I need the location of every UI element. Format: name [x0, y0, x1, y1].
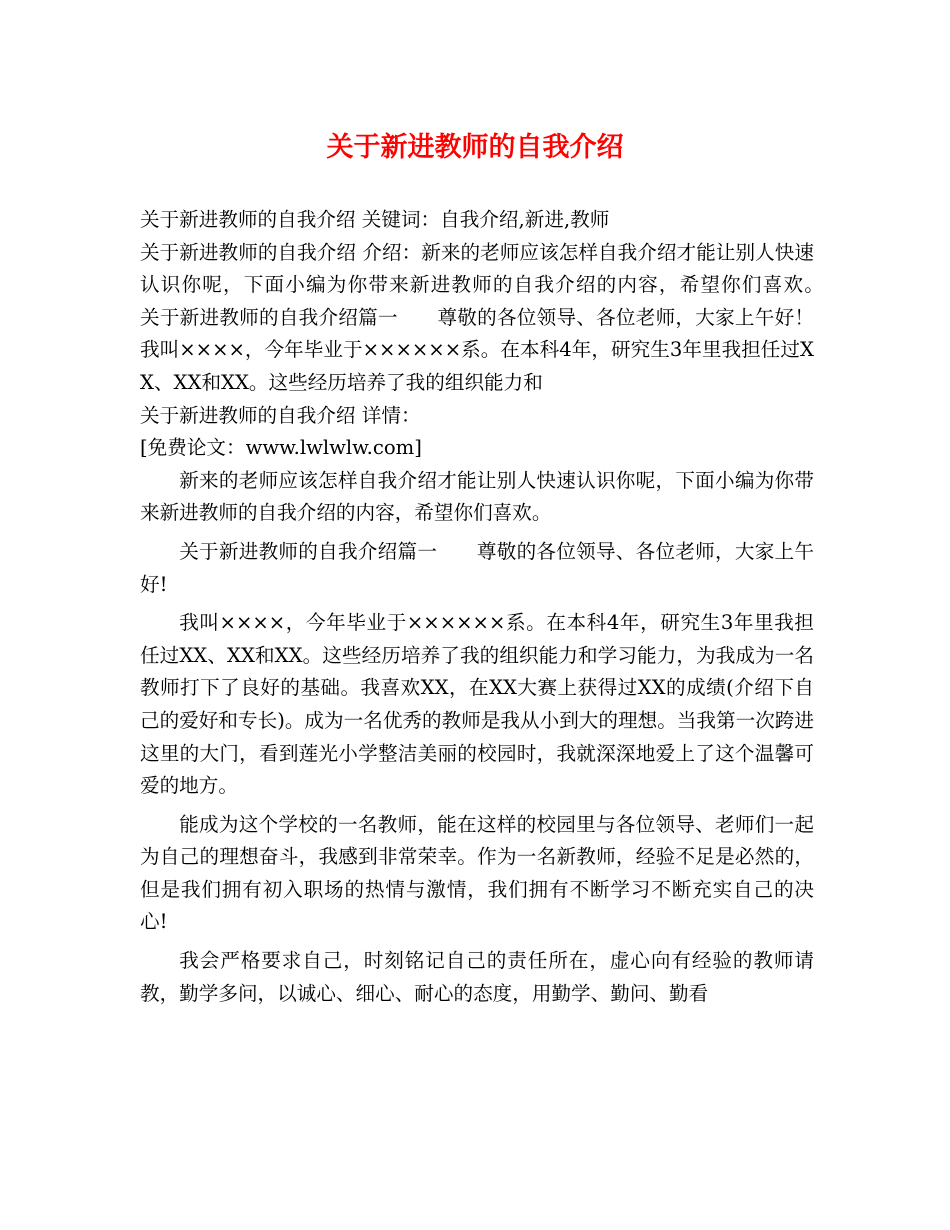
paragraph: 能成为这个学校的一名教师，能在这样的校园里与各位领导、老师们一起为自己的理想奋斗，我感到非常荣幸。作为一名新教师，经验不足是必然的，但是我们拥有初入职场的热情与激情，我们拥有不断学习不断充实自己的决心! — [140, 812, 814, 934]
document-body — [140, 204, 854, 1010]
paragraph: 我会严格要求自己，时刻铭记自己的责任所在，虚心向有经验的教师请教，勤学多问，以诚心、细心、耐心的态度，用勤学、勤问、勤看 — [140, 949, 814, 1005]
keywords-line: 关于新进教师的自我介绍 关键词：自我介绍,新进,教师 — [140, 208, 610, 231]
intro-line: 关于新进教师的自我介绍 介绍：新来的老师应该怎样自我介绍才能让别人快速认识你呢，下面小编为你带来新进教师的自我介绍的内容，希望你们喜欢。 关于新进教师的自我介绍篇一 尊敬的各位领导、各位老师，大家上午好！ 我叫××××，今年毕业于××××××系。在本科4年，研究生3年里我担任过XX、XX和XX。这些经历培养了我的组织能力和 — [140, 240, 854, 394]
details-line: 关于新进教师的自我介绍 详情： — [140, 403, 421, 427]
paragraph: 关于新进教师的自我介绍篇一 尊敬的各位领导、各位老师，大家上午好! — [140, 539, 814, 596]
paragraph: 我叫××××，今年毕业于××××××系。在本科4年，研究生3年里我担任过XX、XX和XX。这些经历培养了我的组织能力和学习能力，为我成为一名教师打下了良好的基础。我喜欢XX，在XX大赛上获得过XX的成绩(介绍下自己的爱好和专长)。成为一名优秀的教师是我从小到大的理想。当我第一次跨进这里的大门，看到莲光小学整洁美丽的校园时，我就深深地爱上了这个温馨可爱的地方。 — [140, 611, 814, 798]
source-line: [免费论文：www.lwlwlw.com] — [140, 436, 422, 460]
document-title: 关于新进教师的自我介绍 — [326, 132, 624, 163]
paragraph: 新来的老师应该怎样自我介绍才能让别人快速认识你呢，下面小编为你带来新进教师的自我介绍的内容，希望你们喜欢。 — [140, 468, 814, 525]
